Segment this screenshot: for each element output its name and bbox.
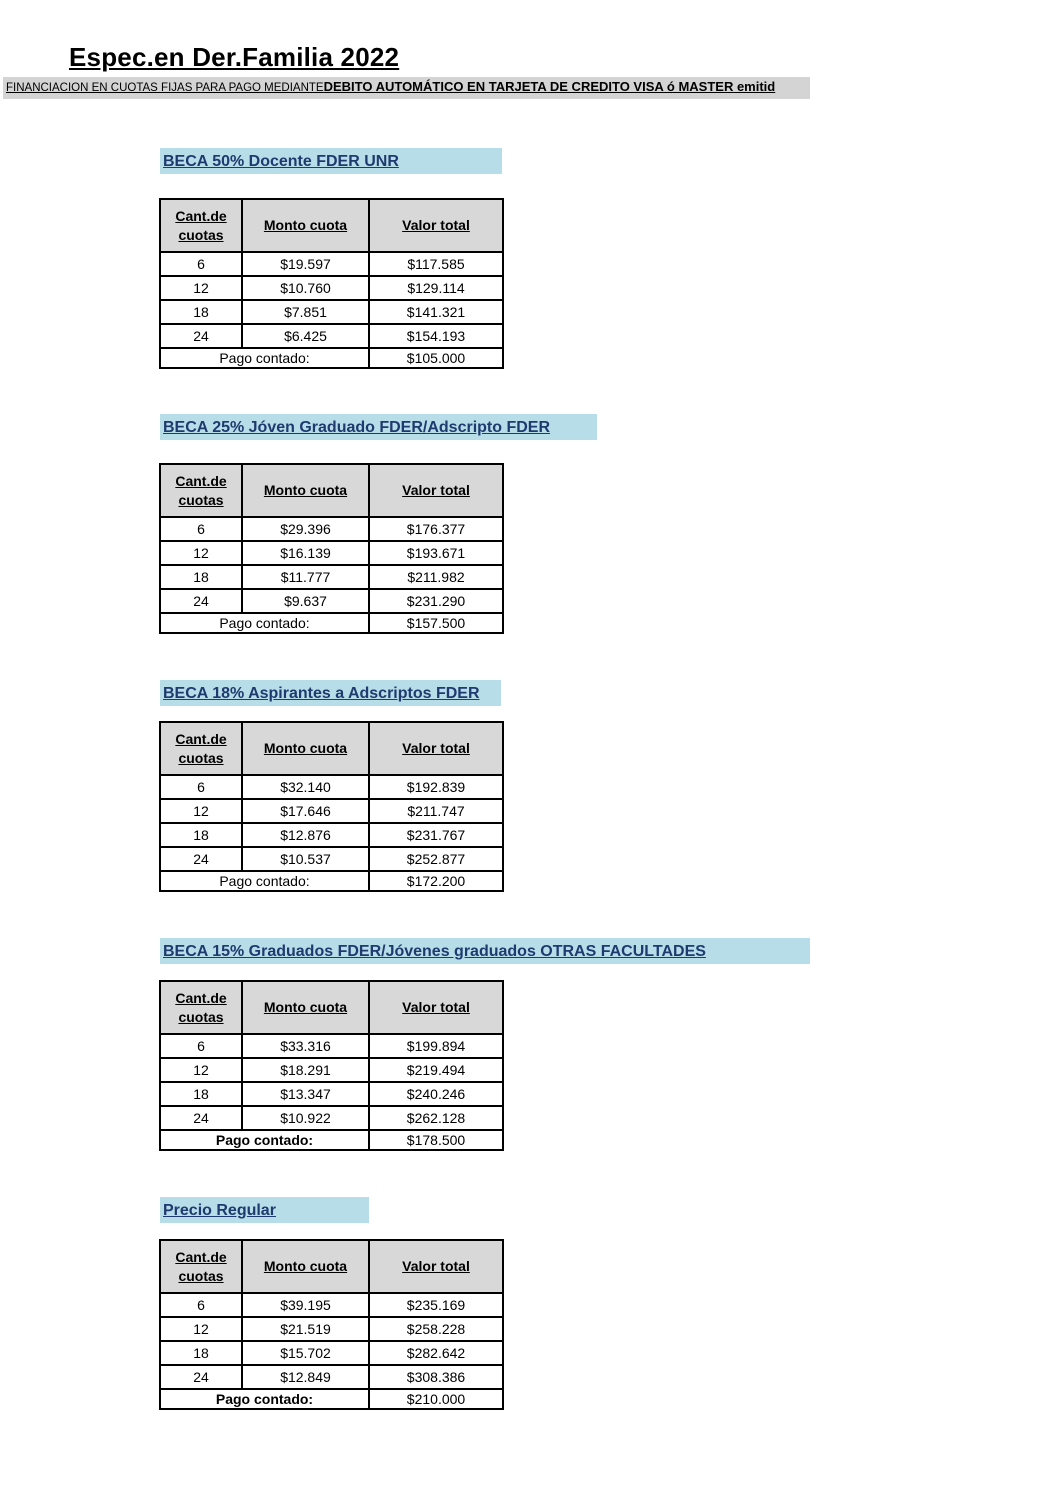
- cuotas-cell: 6: [160, 1293, 242, 1317]
- pago-contado-value: $210.000: [369, 1389, 503, 1409]
- monto-cell: $12.849: [242, 1365, 369, 1389]
- cuotas-cell: 12: [160, 541, 242, 565]
- table-row: [160, 1106, 503, 1130]
- table-header-row: [160, 199, 503, 252]
- cuotas-cell: 18: [160, 300, 242, 324]
- cuotas-cell: 12: [160, 1317, 242, 1341]
- cuotas-cell: 6: [160, 252, 242, 276]
- table-row: [160, 589, 503, 613]
- col-header-total: Valor total: [369, 722, 503, 775]
- section-header-precio-regular: Precio Regular: [160, 1197, 369, 1223]
- pago-contado-row: [160, 1130, 503, 1150]
- total-cell: $129.114: [369, 276, 503, 300]
- cuotas-cell: 18: [160, 823, 242, 847]
- monto-cell: $11.777: [242, 565, 369, 589]
- cuotas-cell: 18: [160, 565, 242, 589]
- col-header-cuotas: Cant.de cuotas: [160, 981, 242, 1034]
- table-row: [160, 1058, 503, 1082]
- monto-cell: $15.702: [242, 1341, 369, 1365]
- cuotas-cell: 24: [160, 589, 242, 613]
- total-cell: $262.128: [369, 1106, 503, 1130]
- monto-cell: $10.537: [242, 847, 369, 871]
- monto-cell: $19.597: [242, 252, 369, 276]
- monto-cell: $16.139: [242, 541, 369, 565]
- col-header-total: Valor total: [369, 464, 503, 517]
- cuotas-cell: 24: [160, 1106, 242, 1130]
- total-cell: $211.982: [369, 565, 503, 589]
- total-cell: $282.642: [369, 1341, 503, 1365]
- total-cell: $308.386: [369, 1365, 503, 1389]
- pago-contado-value: $178.500: [369, 1130, 503, 1150]
- col-header-monto: Monto cuota: [242, 722, 369, 775]
- total-cell: $235.169: [369, 1293, 503, 1317]
- pago-contado-label: Pago contado:: [160, 1130, 369, 1150]
- col-header-monto: Monto cuota: [242, 981, 369, 1034]
- table-row: [160, 276, 503, 300]
- table-header-row: [160, 1240, 503, 1293]
- monto-cell: $10.760: [242, 276, 369, 300]
- total-cell: $219.494: [369, 1058, 503, 1082]
- section-header-beca-50: BECA 50% Docente FDER UNR: [160, 148, 502, 174]
- table-row: [160, 847, 503, 871]
- pago-contado-label: Pago contado:: [160, 871, 369, 891]
- cuotas-cell: 12: [160, 1058, 242, 1082]
- col-header-cuotas: Cant.de cuotas: [160, 464, 242, 517]
- table-row: [160, 1317, 503, 1341]
- col-header-monto: Monto cuota: [242, 464, 369, 517]
- subtitle-normal-text: FINANCIACION EN CUOTAS FIJAS PARA PAGO MEDIANTE: [6, 82, 324, 94]
- pago-contado-row: [160, 871, 503, 891]
- table-row: [160, 324, 503, 348]
- table-row: [160, 1341, 503, 1365]
- monto-cell: $17.646: [242, 799, 369, 823]
- total-cell: $192.839: [369, 775, 503, 799]
- pago-contado-label: Pago contado:: [160, 1389, 369, 1409]
- pago-contado-row: [160, 1389, 503, 1409]
- monto-cell: $29.396: [242, 517, 369, 541]
- subtitle-bold-text: DEBITO AUTOMÁTICO EN TARJETA DE CREDITO VISA ó MASTER emitid: [323, 79, 776, 94]
- total-cell: $154.193: [369, 324, 503, 348]
- section-header-beca-25: BECA 25% Jóven Graduado FDER/Adscripto FDER: [160, 414, 597, 440]
- table-header-row: [160, 981, 503, 1034]
- total-cell: $117.585: [369, 252, 503, 276]
- monto-cell: $21.519: [242, 1317, 369, 1341]
- total-cell: $231.290: [369, 589, 503, 613]
- cuotas-cell: 24: [160, 324, 242, 348]
- table-header-row: [160, 722, 503, 775]
- col-header-monto: Monto cuota: [242, 1240, 369, 1293]
- table-row: [160, 541, 503, 565]
- monto-cell: $32.140: [242, 775, 369, 799]
- total-cell: $240.246: [369, 1082, 503, 1106]
- total-cell: $211.747: [369, 799, 503, 823]
- pago-contado-value: $157.500: [369, 613, 503, 633]
- monto-cell: $18.291: [242, 1058, 369, 1082]
- col-header-monto: Monto cuota: [242, 199, 369, 252]
- col-header-total: Valor total: [369, 199, 503, 252]
- financing-table-precio-regular: [159, 1239, 504, 1410]
- total-cell: $258.228: [369, 1317, 503, 1341]
- table-row: [160, 1365, 503, 1389]
- col-header-total: Valor total: [369, 981, 503, 1034]
- document-title: Espec.en Der.Familia 2022: [69, 42, 400, 72]
- col-header-cuotas: Cant.de cuotas: [160, 1240, 242, 1293]
- financing-subtitle: [3, 77, 810, 99]
- cuotas-cell: 18: [160, 1341, 242, 1365]
- cuotas-cell: 6: [160, 1034, 242, 1058]
- pago-contado-row: [160, 348, 503, 368]
- financing-table-beca-25: [159, 463, 504, 634]
- monto-cell: $10.922: [242, 1106, 369, 1130]
- total-cell: $231.767: [369, 823, 503, 847]
- monto-cell: $9.637: [242, 589, 369, 613]
- col-header-cuotas: Cant.de cuotas: [160, 199, 242, 252]
- table-row: [160, 300, 503, 324]
- table-row: [160, 252, 503, 276]
- table-row: [160, 1293, 503, 1317]
- monto-cell: $7.851: [242, 300, 369, 324]
- table-row: [160, 799, 503, 823]
- monto-cell: $13.347: [242, 1082, 369, 1106]
- table-row: [160, 517, 503, 541]
- table-row: [160, 565, 503, 589]
- pago-contado-value: $172.200: [369, 871, 503, 891]
- table-row: [160, 823, 503, 847]
- cuotas-cell: 12: [160, 276, 242, 300]
- monto-cell: $12.876: [242, 823, 369, 847]
- cuotas-cell: 6: [160, 517, 242, 541]
- cuotas-cell: 24: [160, 1365, 242, 1389]
- cuotas-cell: 24: [160, 847, 242, 871]
- total-cell: $199.894: [369, 1034, 503, 1058]
- monto-cell: $39.195: [242, 1293, 369, 1317]
- cuotas-cell: 12: [160, 799, 242, 823]
- cuotas-cell: 18: [160, 1082, 242, 1106]
- pago-contado-row: [160, 613, 503, 633]
- col-header-total: Valor total: [369, 1240, 503, 1293]
- monto-cell: $6.425: [242, 324, 369, 348]
- table-header-row: [160, 464, 503, 517]
- total-cell: $252.877: [369, 847, 503, 871]
- total-cell: $141.321: [369, 300, 503, 324]
- cuotas-cell: 6: [160, 775, 242, 799]
- pago-contado-label: Pago contado:: [160, 613, 369, 633]
- col-header-cuotas: Cant.de cuotas: [160, 722, 242, 775]
- section-header-beca-18: BECA 18% Aspirantes a Adscriptos FDER: [160, 680, 501, 706]
- financing-table-beca-18: [159, 721, 504, 892]
- table-row: [160, 1034, 503, 1058]
- pago-contado-value: $105.000: [369, 348, 503, 368]
- section-header-beca-15: BECA 15% Graduados FDER/Jóvenes graduados OTRAS FACULTADES: [160, 938, 810, 964]
- pago-contado-label: Pago contado:: [160, 348, 369, 368]
- total-cell: $176.377: [369, 517, 503, 541]
- financing-table-beca-50: [159, 198, 504, 369]
- table-row: [160, 1082, 503, 1106]
- table-row: [160, 775, 503, 799]
- total-cell: $193.671: [369, 541, 503, 565]
- monto-cell: $33.316: [242, 1034, 369, 1058]
- financing-table-beca-15: [159, 980, 504, 1151]
